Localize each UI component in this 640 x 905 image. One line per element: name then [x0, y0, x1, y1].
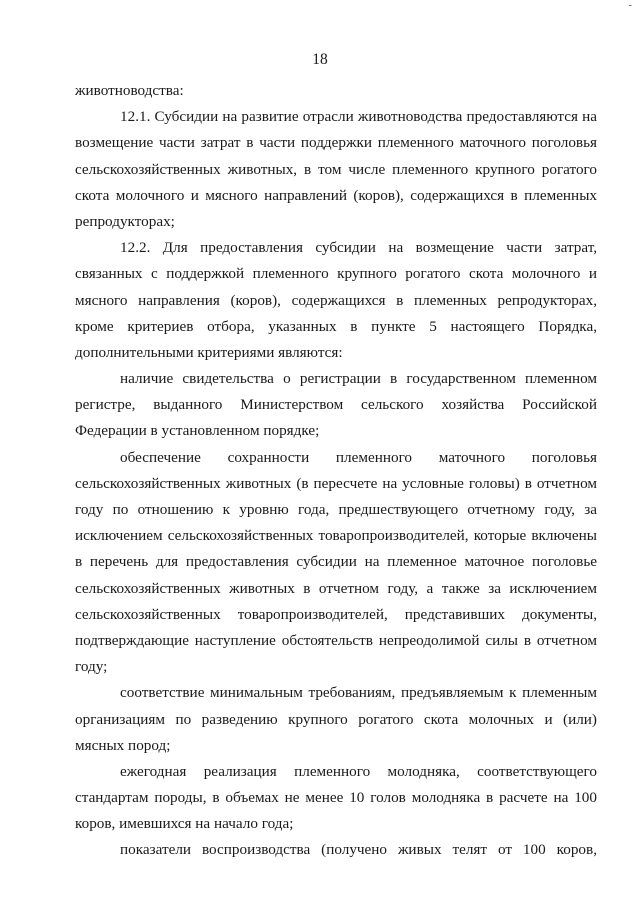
text-line: стандартам породы, в объемах не менее 10 голов молодняка в расчете на 100 — [75, 789, 597, 807]
text-line: году; — [75, 658, 108, 676]
text-line: 12.2. Для предоставления субсидии на возмещение части затрат, — [120, 239, 597, 257]
text-line: организациям по разведению крупного рогатого скота молочных и (или) — [75, 710, 597, 728]
text-line: Федерации в установленном порядке; — [75, 422, 320, 440]
text-line: исключением сельскохозяйственных товаропроизводителей, которые включены — [75, 527, 597, 545]
text-line: ежегодная реализация племенного молодняка, соответствующего — [120, 762, 597, 780]
text-line: сельскохозяйственных животных (в пересчете на условные головы) в отчетном — [75, 474, 597, 492]
page-number: 18 — [312, 51, 328, 68]
text-line: сельскохозяйственных животных в отчетном году, а также за исключением — [75, 579, 597, 597]
corner-mark: - — [628, 0, 632, 11]
text-line: связанных с поддержкой племенного крупного рогатого скота молочного и — [75, 265, 597, 283]
text-line: подтверждающие наступление обстоятельств непреодолимой силы в отчетном — [75, 631, 597, 649]
text-line: показатели воспроизводства (получено живых телят от 100 коров, — [120, 841, 597, 859]
text-line: кроме критериев отбора, указанных в пункте 5 настоящего Порядка, — [75, 317, 597, 335]
text-line: в перечень для предоставления субсидии на племенное маточное поголовье — [75, 553, 597, 571]
text-line: возмещение части затрат в части поддержки племенного маточного поголовья — [75, 134, 597, 152]
text-line: сельскохозяйственных животных, в том числе племенного крупного рогатого — [75, 160, 597, 178]
text-line: 12.1. Субсидии на развитие отрасли животноводства предоставляются на — [120, 108, 597, 126]
text-line: коров, имевшихся на начало года; — [75, 815, 294, 833]
text-line: соответствие минимальным требованиям, предъявляемым к племенным — [120, 684, 597, 702]
text-line: наличие свидетельства о регистрации в государственном племенном — [120, 370, 597, 388]
text-line: репродукторах; — [75, 212, 175, 230]
text-line: сельскохозяйственных товаропроизводителей, представивших документы, — [75, 605, 597, 623]
text-line: мясного направления (коров), содержащихся в племенных репродукторах, — [75, 291, 597, 309]
text-line: регистре, выданного Министерством сельского хозяйства Российской — [75, 396, 597, 414]
text-line: году по отношению к уровню года, предшествующего отчетному году, за — [75, 501, 597, 518]
document-body — [75, 78, 597, 864]
text-line: обеспечение сохранности племенного маточного поголовья — [120, 448, 597, 466]
text-line: животноводства: — [75, 82, 184, 99]
text-line: мясных пород; — [75, 736, 171, 754]
text-line: дополнительными критериями являются: — [75, 343, 343, 361]
text-line: скота молочного и мясного направлений (коров), содержащихся в племенных — [75, 186, 597, 204]
